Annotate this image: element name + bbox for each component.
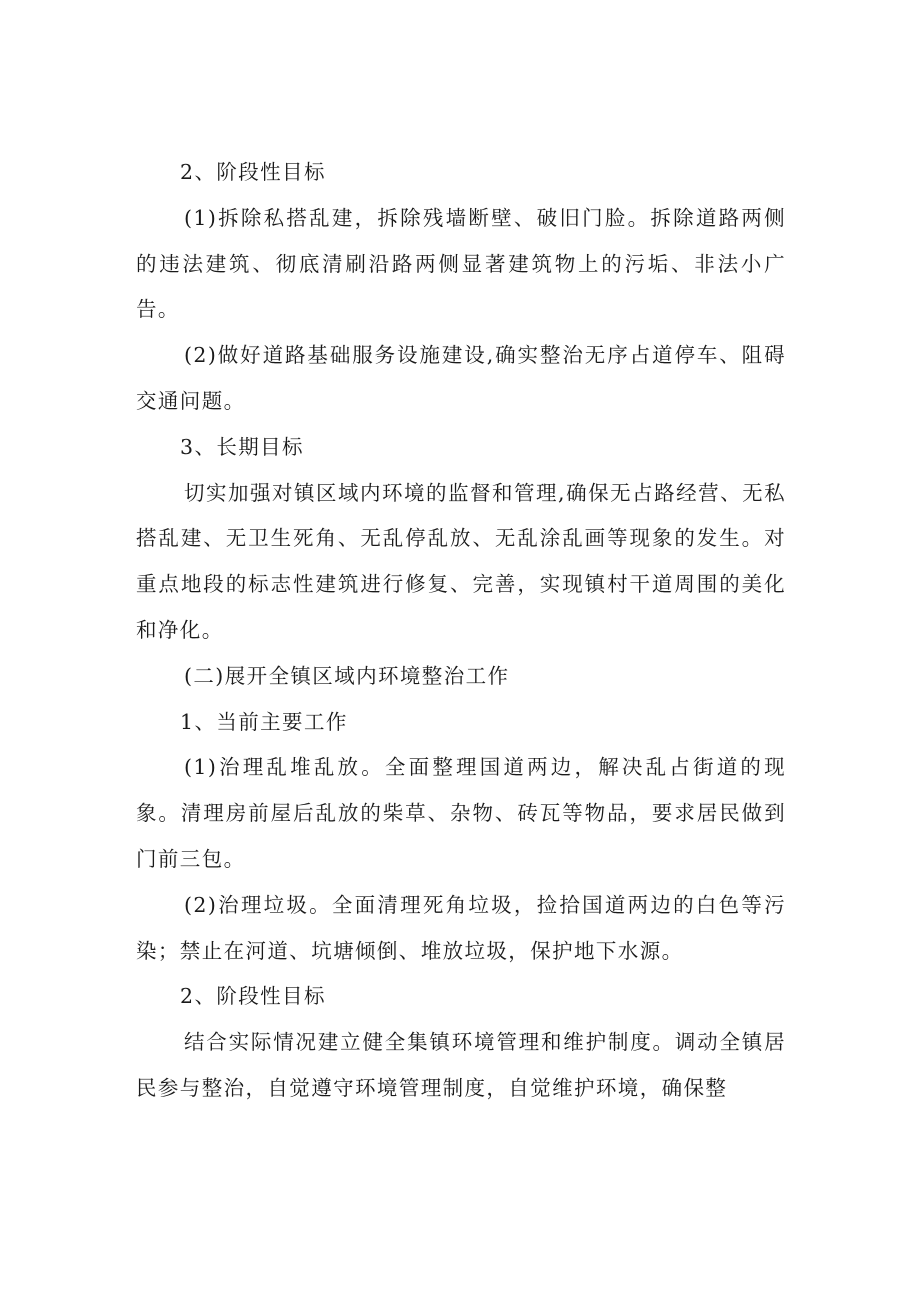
document-body: [136, 150, 786, 1112]
paragraph-road-facilities: (2)做好道路基础服务设施建设,确实整治无序占道停车、阻碍交通问题。: [136, 343, 786, 413]
paragraph-demolish-illegal: (1)拆除私搭乱建，拆除残墙断壁、破旧门脸。拆除道路两侧的违法建筑、彻底清刷沿路两侧显著建筑物上的污垢、非法小广告。: [136, 205, 786, 322]
paragraph-section-two-title: (二)展开全镇区域内环境整治工作: [184, 663, 510, 688]
paragraph-management-system: 结合实际情况建立健全集镇环境管理和维护制度。调动全镇居民参与整治，自觉遵守环境管理制度，自觉维护环境，确保整: [136, 1030, 786, 1100]
paragraph-garbage: (2)治理垃圾。全面清理死角垃圾，捡拾国道两边的白色等污染；禁止在河道、坑塘倾倒、堆放垃圾，保护地下水源。: [136, 892, 786, 963]
paragraph-supervision: 切实加强对镇区域内环境的监督和管理,确保无占路经营、无私搭乱建、无卫生死角、无乱停乱放、无乱涂乱画等现象的发生。对重点地段的标志性建筑进行修复、完善，实现镇村干道周围的美化和净化。: [136, 480, 786, 642]
paragraph-clutter: (1)治理乱堆乱放。全面整理国道两边，解决乱占街道的现象。清理房前屋后乱放的柴草、杂物、砖瓦等物品，要求居民做到门前三包。: [136, 755, 786, 871]
section-heading-current-work: 1、当前主要工作: [180, 709, 348, 734]
section-heading-stage-goals-2: 2、阶段性目标: [180, 984, 326, 1009]
section-heading-stage-goals: 2、阶段性目标: [180, 160, 326, 184]
section-heading-long-term-goals: 3、长期目标: [180, 434, 304, 459]
